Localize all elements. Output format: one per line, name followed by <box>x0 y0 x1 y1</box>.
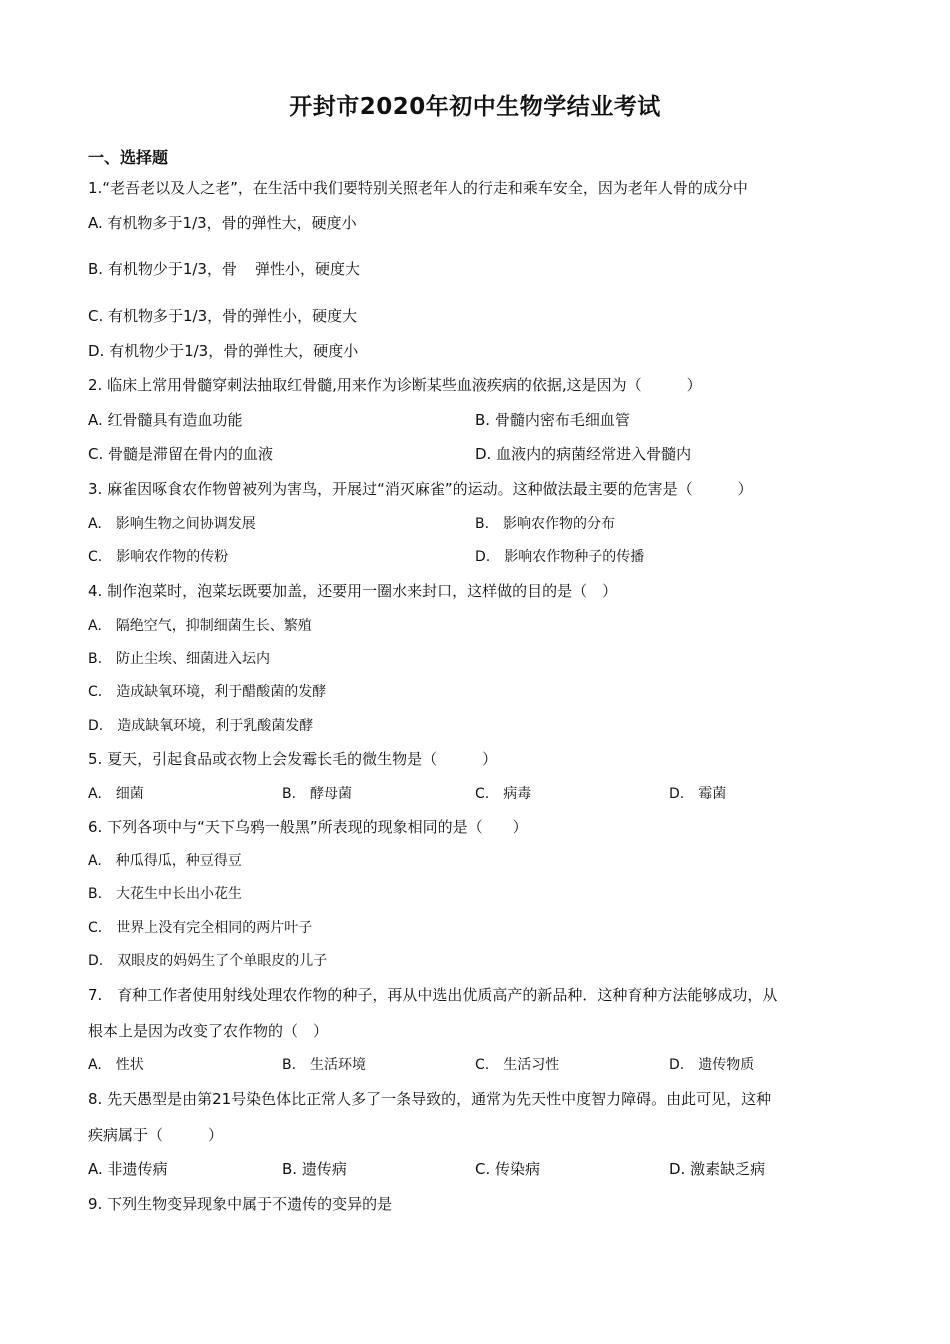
question-7-stem-line-1: 7. 育种工作者使用射线处理农作物的种子，再从中选出优质高产的新品种．这种育种方法能够成功，从 <box>88 986 778 1004</box>
question-5-option-d: D. 霉菌 <box>669 786 727 802</box>
question-7-option-d: D. 遗传物质 <box>669 1057 755 1073</box>
question-1-option-b <box>88 259 360 279</box>
question-8-option-b: B. 遗传病 <box>282 1160 347 1178</box>
question-3-option-d: D. 影响农作物种子的传播 <box>475 549 645 565</box>
question-2-option-c: C. 骨髓是滞留在骨内的血液 <box>88 445 274 463</box>
question-6-option-a: A. 种瓜得瓜，种豆得豆 <box>88 853 242 869</box>
question-7-option-c: C. 生活习性 <box>475 1057 560 1073</box>
question-8-option-d: D. 激素缺乏病 <box>669 1160 766 1178</box>
question-3-option-a: A. 影响生物之间协调发展 <box>88 516 256 532</box>
question-1-option-c: C. 有机物多于1/3，骨的弹性小，硬度大 <box>88 307 358 325</box>
section-heading: 一、选择题 <box>88 148 169 167</box>
question-1-option-b-pre: B. 有机物少于1/3，骨 <box>88 260 237 278</box>
question-1-option-a: A. 有机物多于1/3，骨的弹性大，硬度小 <box>88 214 357 232</box>
question-6-option-d: D. 双眼皮的妈妈生了个单眼皮的儿子 <box>88 953 328 969</box>
question-7-stem-line-2: 根本上是因为改变了农作物的（ ） <box>88 1022 329 1040</box>
question-3-option-b: B. 影响农作物的分布 <box>475 516 616 532</box>
question-2-stem: 2. 临床上常用骨髓穿刺法抽取红骨髓,用来作为诊断某些血液疾病的依据,这是因为（ ） <box>88 376 702 394</box>
question-5-option-c: C. 病毒 <box>475 786 532 802</box>
question-5-option-b: B. 酵母菌 <box>282 786 353 802</box>
question-1-option-d: D. 有机物少于1/3，骨的弹性大，硬度小 <box>88 342 359 360</box>
question-1-option-b-post: 弹性小，硬度大 <box>254 260 360 278</box>
question-8-stem-line-2: 疾病属于（ ） <box>88 1126 224 1144</box>
question-4-option-b: B. 防止尘埃、细菌进入坛内 <box>88 651 271 667</box>
question-5-stem: 5. 夏天，引起食品或衣物上会发霉长毛的微生物是（ ） <box>88 750 498 768</box>
question-5-option-a: A. 细菌 <box>88 786 144 802</box>
question-4-stem: 4. 制作泡菜时，泡菜坛既要加盖，还要用一圈水来封口，这样做的目的是（ ） <box>88 582 618 600</box>
question-8-option-c: C. 传染病 <box>475 1160 541 1178</box>
question-9-stem: 9. 下列生物变异现象中属于不遗传的变异的是 <box>88 1195 393 1213</box>
question-7-option-a: A. 性状 <box>88 1057 144 1073</box>
question-4-option-a: A. 隔绝空气，抑制细菌生长、繁殖 <box>88 618 312 634</box>
question-2-option-d: D. 血液内的病菌经常进入骨髓内 <box>475 445 692 463</box>
question-8-option-a: A. 非遗传病 <box>88 1160 168 1178</box>
question-8-stem-line-1: 8. 先天愚型是由第21号染色体比正常人多了一条导致的，通常为先天性中度智力障碍。由此可见，这种 <box>88 1090 772 1108</box>
question-7-option-b: B. 生活环境 <box>282 1057 367 1073</box>
exam-title: 开封市2020年初中生物学结业考试 <box>289 94 661 120</box>
question-3-option-c: C. 影响农作物的传粉 <box>88 549 229 565</box>
question-1-stem: 1.“老吾老以及人之老”，在生活中我们要特别关照老年人的行走和乘车安全，因为老年人骨的成分中 <box>88 179 748 197</box>
question-2-option-b: B. 骨髓内密布毛细血管 <box>475 411 630 429</box>
question-3-stem: 3. 麻雀因啄食农作物曾被列为害鸟，开展过“消灭麻雀”的运动。这种做法最主要的危害是（ ） <box>88 480 753 498</box>
question-4-option-d: D. 造成缺氧环境，利于乳酸菌发酵 <box>88 718 314 734</box>
question-2-option-a: A. 红骨髓具有造血功能 <box>88 411 243 429</box>
question-6-option-c: C. 世界上没有完全相同的两片叶子 <box>88 920 313 936</box>
question-6-stem: 6. 下列各项中与“天下乌鸦一般黑”所表现的现象相同的是（ ） <box>88 818 528 836</box>
question-4-option-c: C. 造成缺氧环境，利于醋酸菌的发酵 <box>88 684 327 700</box>
question-6-option-b: B. 大花生中长出小花生 <box>88 886 243 902</box>
